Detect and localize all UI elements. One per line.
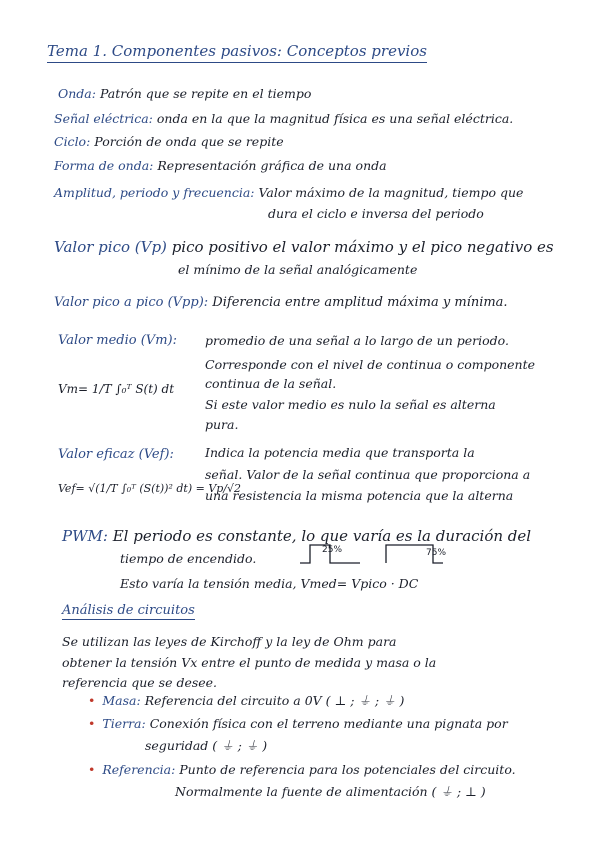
def-onda (58, 86, 311, 101)
pwm-line2: tiempo de encendido. (120, 551, 257, 566)
vm-term: Valor medio (Vm): (58, 333, 177, 348)
def-text: Valor máximo de la magnitud, tiempo que (258, 185, 524, 200)
tierra-text-cont: seguridad ( ⏚ ; ⏚ ) (145, 738, 268, 753)
page-title: Tema 1. Componentes pasivos: Conceptos previos (47, 42, 427, 63)
vm-line1: promedio de una señal a lo largo de un periodo. (205, 333, 509, 348)
bullet-masa (88, 691, 404, 709)
def-amplitud (54, 185, 523, 200)
vpp-term: Valor pico a pico (Vpp): (54, 295, 209, 310)
analysis-line1: Se utilizan las leyes de Kirchoff y la ley de Ohm para (62, 634, 397, 649)
pwm-waveforms (298, 541, 488, 567)
pwm-duty-75: 75% (426, 548, 447, 558)
def-text: onda en la que la magnitud física es una señal eléctrica. (156, 111, 514, 126)
bullet-tierra (88, 716, 508, 731)
analysis-line3: referencia que se desee. (62, 675, 218, 690)
vpp-text: Diferencia entre amplitud máxima y mínima. (212, 295, 508, 310)
pwm-term: PWM: (62, 527, 108, 545)
vef-line2: señal. Valor de la señal continua que proporciona a (205, 467, 531, 482)
analysis-line2: obtener la tensión Vx entre el punto de medida y masa o la (62, 655, 437, 670)
def-term: Forma de onda: (54, 158, 154, 173)
def-senal (54, 111, 513, 126)
pwm-line3: Esto varía la tensión media, Vmed= Vpico · DC (120, 576, 419, 591)
vef-term: Valor eficaz (Vef): (58, 447, 174, 462)
bullet-dot: • (88, 693, 96, 708)
def-term: Amplitud, periodo y frecuencia: (54, 185, 255, 200)
def-text: Porción de onda que se repite (94, 134, 284, 149)
ref-text: Punto de referencia para los potenciales del circuito. (179, 762, 516, 777)
vm-line5: pura. (205, 417, 239, 432)
bullet-referencia (88, 762, 516, 777)
masa-term: Masa: (102, 693, 141, 708)
pwm-line1: El periodo es constante, lo que varía es la duración del (112, 527, 532, 545)
ref-text-cont: Normalmente la fuente de alimentación ( ⏚ ; ⊥ ) (175, 784, 486, 799)
def-text: Representación gráfica de una onda (157, 158, 387, 173)
def-ciclo (54, 134, 284, 149)
def-term: Señal eléctrica: (54, 111, 153, 126)
def-text: Patrón que se repite en el tiempo (99, 86, 312, 101)
bullet-dot: • (88, 716, 96, 731)
tierra-term: Tierra: (102, 716, 146, 731)
def-amplitud-cont: dura el ciclo e inversa del periodo (268, 206, 484, 221)
pwm-duty-25: 25% (322, 545, 343, 555)
def-forma (54, 158, 387, 173)
vpp-section (54, 295, 508, 310)
analysis-heading: Análisis de circuitos (62, 603, 195, 618)
ref-term: Referencia: (102, 762, 176, 777)
vp-section (54, 238, 554, 256)
vm-line4: Si este valor medio es nulo la señal es alterna (205, 397, 496, 412)
vef-line1: Indica la potencia media que transporta la (205, 445, 475, 460)
def-term: Ciclo: (54, 134, 91, 149)
bullet-dot: • (88, 762, 96, 777)
vef-formula: Vef= √(1/T ∫₀ᵀ (S(t))² dt) = Vp/√2 (58, 482, 242, 495)
vp-text: pico positivo el valor máximo y el pico negativo es (171, 238, 554, 256)
masa-text: Referencia del circuito a 0V ( ⊥ ; ⏚ ; ⏚ ) (144, 693, 405, 708)
vp-term: Valor pico (Vp) (54, 238, 167, 256)
vef-line3: una resistencia la misma potencia que la alterna (205, 488, 514, 503)
vm-formula: Vm= 1/T ∫₀ᵀ S(t) dt (58, 382, 175, 396)
vp-text-cont: el mínimo de la señal analógicamente (178, 262, 418, 277)
tierra-text: Conexión física con el terreno mediante una pignata por (149, 716, 508, 731)
vm-line2: Corresponde con el nivel de continua o componente (205, 357, 536, 372)
vm-line3: continua de la señal. (205, 376, 337, 391)
def-term: Onda: (58, 86, 96, 101)
